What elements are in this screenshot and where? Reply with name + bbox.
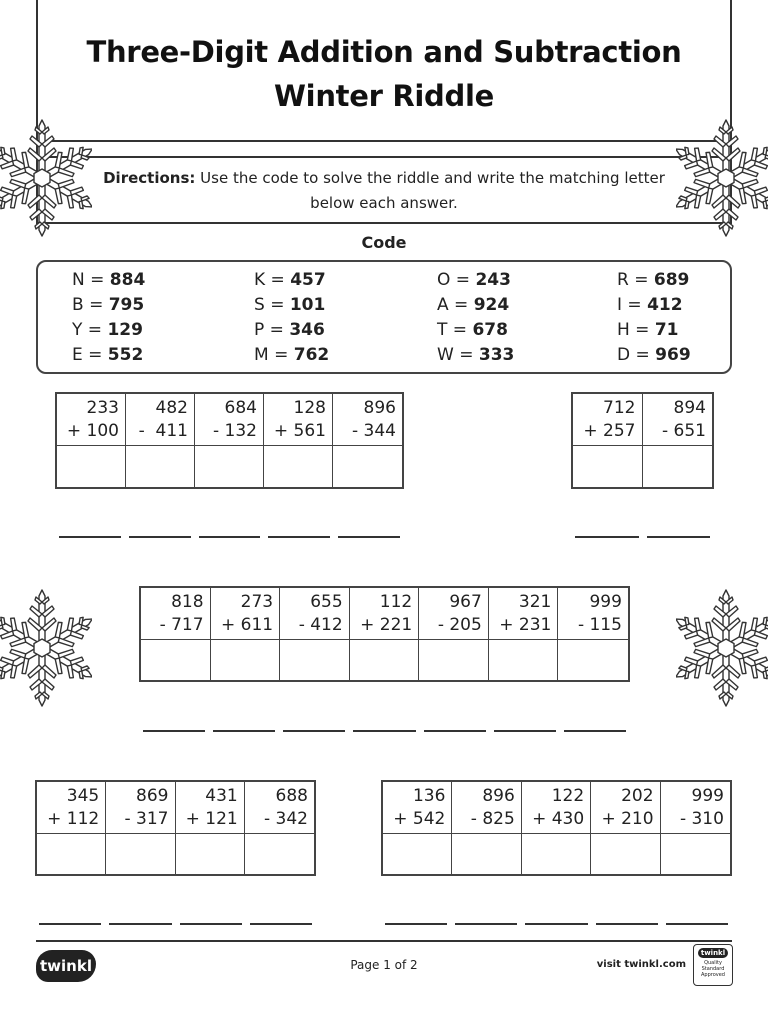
code-entry [617,268,689,293]
code-heading: Code [361,233,407,252]
problem-top-number: 896 [482,786,515,806]
footer-rule [36,940,732,942]
problem-operation: - 205 [437,615,482,635]
problem-expression [245,782,314,834]
code-entry [72,293,144,318]
code-value: 71 [654,320,679,340]
badge-text: Quality Standard Approved [701,960,725,978]
letter-blank[interactable] [180,923,242,925]
code-letter: T = [437,320,473,340]
answer-box[interactable] [245,834,314,874]
code-value: 346 [289,320,325,340]
letter-blank[interactable] [596,923,658,925]
frame-divider-1 [36,140,732,142]
problem-cell [383,782,452,874]
problem-expression [558,588,628,640]
code-value: 678 [472,320,508,340]
problem-top-number: 684 [224,398,257,418]
problem-expression [522,782,590,834]
badge-brand: twinkl [698,948,728,958]
problem-operation: + 221 [360,615,413,635]
problem-top-number: 818 [171,592,204,612]
answer-box[interactable] [643,446,713,487]
problem-top-number: 896 [363,398,396,418]
letter-blank[interactable] [338,536,400,538]
code-entry [72,268,145,293]
problem-expression [176,782,244,834]
letter-blank[interactable] [143,730,205,732]
problem-operation: - 411 [138,421,188,441]
title-line-2: Winter Riddle [273,79,494,113]
frame-bottom [36,222,732,224]
code-value: 924 [473,295,510,315]
problem-cell [211,588,281,680]
letter-blank[interactable] [575,536,639,538]
answer-box[interactable] [280,640,349,680]
code-value: 101 [289,295,326,315]
problem-expression [264,394,332,446]
problem-operation: + 430 [532,809,585,829]
code-entry [617,343,691,368]
problem-top-number: 999 [691,786,724,806]
letter-blank[interactable] [494,730,556,732]
title-line-1: Three-Digit Addition and Subtraction [86,35,682,69]
problem-operation: + 611 [221,615,274,635]
problem-expression [661,782,730,834]
problem-cell [245,782,314,874]
letter-blank[interactable] [455,923,517,925]
code-value: 884 [109,270,146,290]
problem-top-number: 321 [518,592,552,612]
problem-expression [57,394,125,446]
problem-top-number: 233 [86,398,119,418]
letter-blank[interactable] [109,923,171,925]
code-entry [617,293,683,318]
quality-badge-icon [693,944,733,986]
letter-blank[interactable] [385,923,447,925]
code-entry [254,293,325,318]
answer-box[interactable] [383,834,451,874]
visit-link[interactable]: visit twinkl.com [596,959,686,970]
problem-expression [452,782,520,834]
code-letter: E = [72,345,108,365]
problem-cell [333,394,402,487]
code-entry [72,343,143,368]
problem-operation: + 112 [47,809,100,829]
problem-operation: + 121 [185,809,238,829]
problem-top-number: 894 [673,398,706,418]
code-entry [254,318,325,343]
page-number: Page 1 of 2 [350,958,418,972]
problem-expression [591,782,659,834]
problem-cell [558,588,628,680]
problem-group-5 [381,780,732,876]
problem-cell [57,394,126,487]
problem-top-number: 999 [589,592,622,612]
letter-blank[interactable] [564,730,626,732]
answer-box[interactable] [573,446,642,487]
problem-cell [643,394,713,487]
code-entry [72,318,143,343]
answer-box[interactable] [591,834,659,874]
answer-box[interactable] [661,834,730,874]
problem-expression [195,394,263,446]
problem-operation: - 412 [298,615,343,635]
answer-box[interactable] [106,834,174,874]
problem-top-number: 112 [379,592,413,612]
letter-blank[interactable] [647,536,711,538]
code-letter: S = [254,295,290,315]
problem-operation: - 342 [264,809,308,829]
answer-box[interactable] [558,640,628,680]
snowflake-icon [676,114,768,242]
answer-box[interactable] [141,640,210,680]
problem-expression [643,394,713,446]
code-letter: D = [617,345,656,365]
problem-cell [591,782,660,874]
problem-expression [37,782,105,834]
letter-blank[interactable] [268,536,330,538]
problem-operation: + 542 [393,809,446,829]
problem-cell [37,782,106,874]
code-value: 129 [107,320,143,340]
problem-expression [126,394,194,446]
problem-expression [106,782,174,834]
code-letter: H = [617,320,655,340]
problem-top-number: 688 [275,786,308,806]
code-letter: N = [72,270,110,290]
answer-box[interactable] [126,446,194,487]
problem-operation: + 561 [273,421,326,441]
problem-group-4 [35,780,316,876]
code-value: 457 [290,270,326,290]
code-letter: O = [437,270,476,290]
code-value: 243 [475,270,511,290]
problem-expression [333,394,402,446]
directions-label: Directions: [103,169,196,187]
letter-blank[interactable] [525,923,587,925]
problem-group-2 [571,392,714,489]
problem-cell [126,394,195,487]
answer-box[interactable] [333,446,402,487]
problem-operation: - 717 [159,615,204,635]
frame-divider-2 [36,156,732,158]
problem-cell [141,588,211,680]
problem-cell [573,394,643,487]
letter-blank[interactable] [59,536,121,538]
letter-blank[interactable] [39,923,101,925]
answer-box[interactable] [176,834,244,874]
letter-blank[interactable] [199,536,261,538]
code-letter: A = [437,295,474,315]
problem-operation: + 231 [499,615,552,635]
code-value: 795 [108,295,145,315]
problem-cell [419,588,489,680]
problem-operation: - 825 [470,809,515,829]
code-entry [437,293,509,318]
page-title [60,30,708,118]
code-entry [254,343,329,368]
problem-cell [195,394,264,487]
answer-box[interactable] [37,834,105,874]
code-entry [254,268,326,293]
problem-group-1 [55,392,404,489]
problem-top-number: 655 [310,592,343,612]
problem-expression [383,782,451,834]
code-letter: Y = [72,320,108,340]
answer-box[interactable] [419,640,488,680]
problem-operation: + 257 [583,421,636,441]
problem-top-number: 712 [603,398,636,418]
letter-blank[interactable] [666,923,728,925]
problem-group-3 [139,586,630,682]
snowflake-icon [0,114,92,242]
problem-top-number: 128 [293,398,326,418]
problem-top-number: 345 [66,786,100,806]
problem-expression [141,588,210,640]
problem-top-number: 967 [449,592,482,612]
problem-top-number: 202 [621,786,654,806]
code-value: 689 [653,270,690,290]
problem-top-number: 122 [551,786,585,806]
problem-cell [264,394,333,487]
answer-box[interactable] [264,446,332,487]
answer-box[interactable] [211,640,280,680]
problem-operation: - 132 [213,421,257,441]
problem-operation: + 210 [601,809,654,829]
problem-cell [280,588,350,680]
answer-box[interactable] [522,834,590,874]
answer-box[interactable] [195,446,263,487]
problem-top-number: 273 [240,592,274,612]
problem-expression [350,588,419,640]
snowflake-icon [676,584,768,712]
letter-blank[interactable] [250,923,312,925]
code-letter: P = [254,320,290,340]
problem-expression [211,588,280,640]
problem-expression [489,588,558,640]
problem-cell [106,782,175,874]
letter-blank[interactable] [353,730,415,732]
directions [100,166,668,216]
problem-top-number: 431 [205,786,238,806]
problem-expression [573,394,642,446]
code-value: 412 [647,295,683,315]
problem-top-number: 482 [155,398,188,418]
problem-top-number: 136 [412,786,446,806]
problem-operation: + 100 [66,421,119,441]
problem-expression [280,588,349,640]
problem-operation: - 310 [679,809,724,829]
code-value: 333 [478,345,515,365]
answer-box[interactable] [489,640,558,680]
problem-operation: - 317 [124,809,169,829]
problem-cell [489,588,559,680]
code-letter: I = [617,295,648,315]
letter-blank[interactable] [283,730,345,732]
code-value: 969 [655,345,691,365]
answer-box[interactable] [452,834,520,874]
problem-operation: - 115 [577,615,622,635]
twinkl-logo[interactable]: twinkl [36,950,96,982]
letter-blank[interactable] [424,730,486,732]
code-value: 552 [107,345,144,365]
problem-cell [522,782,591,874]
code-entry [437,268,511,293]
problem-cell [176,782,245,874]
letter-blank[interactable] [213,730,275,732]
problem-cell [452,782,521,874]
code-letter: R = [617,270,654,290]
answer-box[interactable] [57,446,125,487]
problem-cell [661,782,730,874]
snowflake-icon [0,584,92,712]
code-entry [437,343,514,368]
directions-text: Use the code to solve the riddle and write the matching letter below each answer. [195,169,665,212]
code-letter: K = [254,270,291,290]
answer-box[interactable] [350,640,419,680]
code-letter: M = [254,345,294,365]
code-entry [437,318,508,343]
code-value: 762 [293,345,330,365]
problem-operation: - 344 [352,421,396,441]
code-letter: W = [437,345,479,365]
problem-top-number: 869 [136,786,169,806]
problem-operation: - 651 [662,421,706,441]
code-letter: B = [72,295,109,315]
problem-cell [350,588,420,680]
problem-expression [419,588,488,640]
code-entry [617,318,679,343]
letter-blank[interactable] [129,536,191,538]
